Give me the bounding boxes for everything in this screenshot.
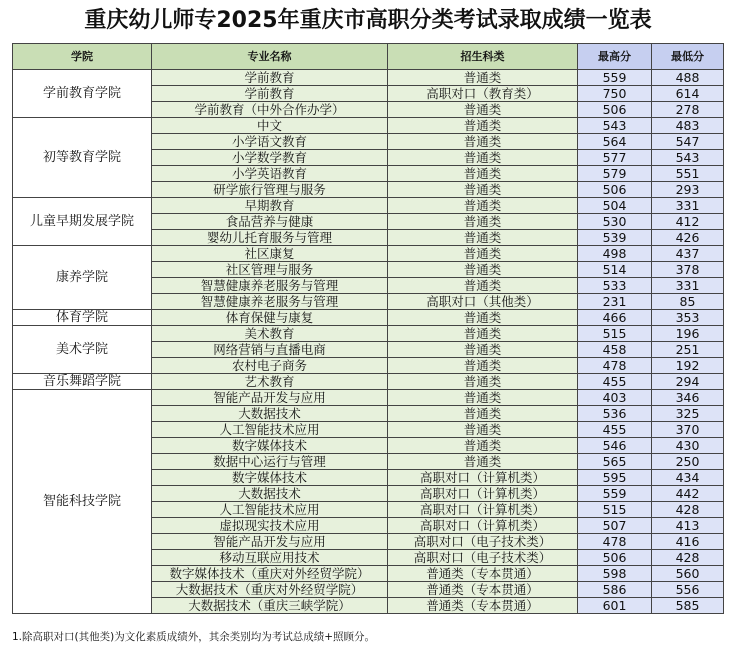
category-cell: 普通类（专本贯通）: [388, 582, 578, 598]
major-cell: 艺术教育: [152, 374, 388, 390]
table-row: [13, 310, 724, 326]
footnote: 1.除高职对口(其他类)为文化素质成绩外，其余类别均为考试总成绩+照顾分。: [12, 631, 376, 643]
major-cell: 美术教育: [152, 326, 388, 342]
min-score-cell: 434: [652, 470, 724, 486]
max-score-cell: 579: [578, 166, 652, 182]
max-score-cell: 504: [578, 198, 652, 214]
major-cell: 学前教育（中外合作办学）: [152, 102, 388, 118]
header-college: 学院: [13, 44, 152, 70]
college-cell: 儿童早期发展学院: [13, 198, 152, 246]
max-score-cell: 506: [578, 102, 652, 118]
category-cell: 普通类: [388, 214, 578, 230]
min-score-cell: 85: [652, 294, 724, 310]
min-score-cell: 251: [652, 342, 724, 358]
major-cell: 智慧健康养老服务与管理: [152, 278, 388, 294]
max-score-cell: 478: [578, 358, 652, 374]
max-score-cell: 515: [578, 326, 652, 342]
category-cell: 高职对口（教育类）: [388, 86, 578, 102]
major-cell: 网络营销与直播电商: [152, 342, 388, 358]
min-score-cell: 556: [652, 582, 724, 598]
college-cell: 美术学院: [13, 326, 152, 374]
major-cell: 早期教育: [152, 198, 388, 214]
category-cell: 普通类: [388, 390, 578, 406]
table-row: [13, 198, 724, 214]
min-score-cell: 331: [652, 278, 724, 294]
max-score-cell: 515: [578, 502, 652, 518]
min-score-cell: 428: [652, 550, 724, 566]
category-cell: 普通类: [388, 358, 578, 374]
major-cell: 大数据技术（重庆三峡学院）: [152, 598, 388, 614]
max-score-cell: 231: [578, 294, 652, 310]
category-cell: 高职对口（计算机类）: [388, 486, 578, 502]
min-score-cell: 560: [652, 566, 724, 582]
major-cell: 研学旅行管理与服务: [152, 182, 388, 198]
table-row: [13, 70, 724, 86]
max-score-cell: 577: [578, 150, 652, 166]
category-cell: 普通类: [388, 230, 578, 246]
category-cell: 高职对口（计算机类）: [388, 502, 578, 518]
min-score-cell: 430: [652, 438, 724, 454]
major-cell: 数字媒体技术: [152, 470, 388, 486]
major-cell: 体育保健与康复: [152, 310, 388, 326]
college-cell: 音乐舞蹈学院: [13, 374, 152, 390]
min-score-cell: 488: [652, 70, 724, 86]
max-score-cell: 478: [578, 534, 652, 550]
major-cell: 智慧健康养老服务与管理: [152, 294, 388, 310]
major-cell: 农村电子商务: [152, 358, 388, 374]
table-body: [13, 70, 724, 614]
table-header-row: [13, 44, 724, 70]
major-cell: 人工智能技术应用: [152, 422, 388, 438]
min-score-cell: 331: [652, 198, 724, 214]
max-score-cell: 543: [578, 118, 652, 134]
category-cell: 高职对口（电子技术类）: [388, 534, 578, 550]
category-cell: 普通类（专本贯通）: [388, 566, 578, 582]
category-cell: 普通类: [388, 422, 578, 438]
major-cell: 数字媒体技术: [152, 438, 388, 454]
major-cell: 婴幼儿托育服务与管理: [152, 230, 388, 246]
max-score-cell: 750: [578, 86, 652, 102]
category-cell: 普通类: [388, 454, 578, 470]
max-score-cell: 546: [578, 438, 652, 454]
max-score-cell: 458: [578, 342, 652, 358]
min-score-cell: 437: [652, 246, 724, 262]
major-cell: 大数据技术（重庆对外经贸学院）: [152, 582, 388, 598]
table-row: [13, 326, 724, 342]
category-cell: 高职对口（计算机类）: [388, 518, 578, 534]
college-cell: 初等教育学院: [13, 118, 152, 198]
category-cell: 高职对口（计算机类）: [388, 470, 578, 486]
min-score-cell: 294: [652, 374, 724, 390]
min-score-cell: 278: [652, 102, 724, 118]
major-cell: 智能产品开发与应用: [152, 390, 388, 406]
max-score-cell: 403: [578, 390, 652, 406]
min-score-cell: 413: [652, 518, 724, 534]
category-cell: 普通类: [388, 118, 578, 134]
min-score-cell: 412: [652, 214, 724, 230]
category-cell: 普通类: [388, 182, 578, 198]
major-cell: 虚拟现实技术应用: [152, 518, 388, 534]
min-score-cell: 543: [652, 150, 724, 166]
max-score-cell: 598: [578, 566, 652, 582]
category-cell: 普通类: [388, 198, 578, 214]
min-score-cell: 325: [652, 406, 724, 422]
min-score-cell: 426: [652, 230, 724, 246]
category-cell: 普通类: [388, 326, 578, 342]
college-cell: 康养学院: [13, 246, 152, 310]
major-cell: 小学数学教育: [152, 150, 388, 166]
table-row: [13, 390, 724, 406]
max-score-cell: 559: [578, 486, 652, 502]
category-cell: 普通类: [388, 102, 578, 118]
max-score-cell: 586: [578, 582, 652, 598]
college-cell: 体育学院: [13, 310, 152, 326]
category-cell: 高职对口（其他类）: [388, 294, 578, 310]
category-cell: 普通类: [388, 374, 578, 390]
major-cell: 小学英语教育: [152, 166, 388, 182]
major-cell: 食品营养与健康: [152, 214, 388, 230]
major-cell: 社区管理与服务: [152, 262, 388, 278]
college-cell: 学前教育学院: [13, 70, 152, 118]
admission-score-table: [12, 43, 724, 614]
max-score-cell: 539: [578, 230, 652, 246]
header-max-score: 最高分: [578, 44, 652, 70]
category-cell: 普通类: [388, 166, 578, 182]
min-score-cell: 442: [652, 486, 724, 502]
min-score-cell: 416: [652, 534, 724, 550]
min-score-cell: 293: [652, 182, 724, 198]
table-row: [13, 118, 724, 134]
max-score-cell: 455: [578, 422, 652, 438]
header-major: 专业名称: [152, 44, 388, 70]
max-score-cell: 595: [578, 470, 652, 486]
major-cell: 中文: [152, 118, 388, 134]
max-score-cell: 506: [578, 182, 652, 198]
max-score-cell: 601: [578, 598, 652, 614]
max-score-cell: 466: [578, 310, 652, 326]
max-score-cell: 565: [578, 454, 652, 470]
min-score-cell: 585: [652, 598, 724, 614]
header-min-score: 最低分: [652, 44, 724, 70]
major-cell: 移动互联应用技术: [152, 550, 388, 566]
category-cell: 普通类: [388, 70, 578, 86]
page-title: 重庆幼儿师专2025年重庆市高职分类考试录取成绩一览表: [84, 8, 652, 33]
min-score-cell: 192: [652, 358, 724, 374]
min-score-cell: 378: [652, 262, 724, 278]
max-score-cell: 564: [578, 134, 652, 150]
min-score-cell: 346: [652, 390, 724, 406]
min-score-cell: 547: [652, 134, 724, 150]
category-cell: 普通类: [388, 342, 578, 358]
min-score-cell: 353: [652, 310, 724, 326]
min-score-cell: 614: [652, 86, 724, 102]
major-cell: 大数据技术: [152, 486, 388, 502]
min-score-cell: 250: [652, 454, 724, 470]
max-score-cell: 514: [578, 262, 652, 278]
min-score-cell: 370: [652, 422, 724, 438]
min-score-cell: 196: [652, 326, 724, 342]
min-score-cell: 551: [652, 166, 724, 182]
category-cell: 普通类: [388, 150, 578, 166]
college-cell: 智能科技学院: [13, 390, 152, 614]
major-cell: 学前教育: [152, 86, 388, 102]
max-score-cell: 530: [578, 214, 652, 230]
category-cell: 普通类: [388, 246, 578, 262]
table-row: [13, 246, 724, 262]
category-cell: 普通类: [388, 262, 578, 278]
major-cell: 智能产品开发与应用: [152, 534, 388, 550]
min-score-cell: 428: [652, 502, 724, 518]
table-row: [13, 374, 724, 390]
max-score-cell: 536: [578, 406, 652, 422]
category-cell: 高职对口（电子技术类）: [388, 550, 578, 566]
header-category: 招生科类: [388, 44, 578, 70]
major-cell: 数字媒体技术（重庆对外经贸学院）: [152, 566, 388, 582]
max-score-cell: 507: [578, 518, 652, 534]
max-score-cell: 498: [578, 246, 652, 262]
min-score-cell: 483: [652, 118, 724, 134]
category-cell: 普通类: [388, 134, 578, 150]
major-cell: 大数据技术: [152, 406, 388, 422]
category-cell: 普通类（专本贯通）: [388, 598, 578, 614]
major-cell: 小学语文教育: [152, 134, 388, 150]
max-score-cell: 506: [578, 550, 652, 566]
category-cell: 普通类: [388, 278, 578, 294]
category-cell: 普通类: [388, 438, 578, 454]
max-score-cell: 455: [578, 374, 652, 390]
major-cell: 社区康复: [152, 246, 388, 262]
category-cell: 普通类: [388, 406, 578, 422]
category-cell: 普通类: [388, 310, 578, 326]
major-cell: 人工智能技术应用: [152, 502, 388, 518]
major-cell: 学前教育: [152, 70, 388, 86]
major-cell: 数据中心运行与管理: [152, 454, 388, 470]
max-score-cell: 533: [578, 278, 652, 294]
max-score-cell: 559: [578, 70, 652, 86]
